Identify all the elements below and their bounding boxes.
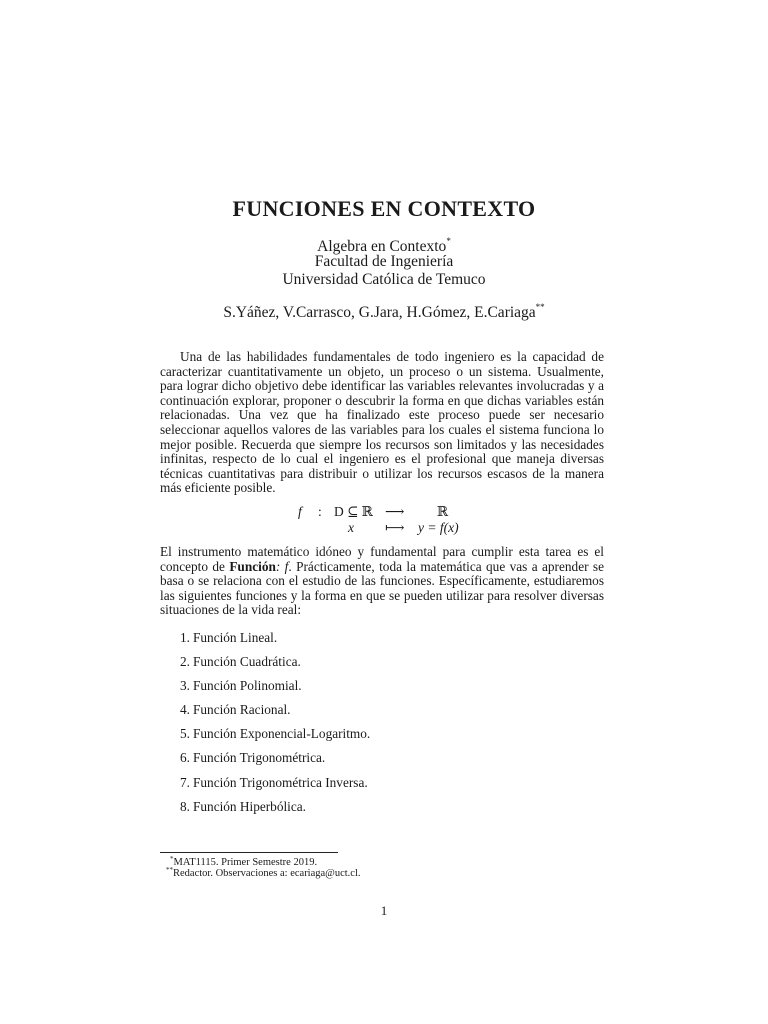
formula-codomain: ℝ	[437, 504, 449, 519]
formula-domain: D ⊆ ℝ	[334, 504, 374, 519]
list-number: 2.	[180, 654, 190, 670]
footnote-marker: *	[446, 236, 451, 246]
list-number: 1.	[180, 630, 190, 645]
list-text: Función Trigonométrica Inversa.	[193, 774, 368, 790]
list-text: Función Lineal.	[193, 630, 278, 645]
formula-rule: y = f(x)	[418, 520, 459, 535]
list-number: 3.	[180, 678, 190, 694]
list-text: Función Racional.	[193, 702, 291, 718]
formula-x: x	[348, 520, 354, 535]
page-number: 1	[380, 903, 388, 918]
bold-term: Función	[229, 558, 276, 574]
list-number: 5.	[180, 726, 190, 742]
list-number: 7.	[180, 774, 190, 790]
list-text: Función Trigonométrica.	[193, 750, 326, 766]
paragraph-text: El instrumento matemático idóneo y fundamental para cumplir esta tarea es el concepto de	[160, 544, 604, 574]
intro-paragraph	[160, 545, 604, 618]
list-text: Función Cuadrática.	[193, 654, 301, 670]
formula-colon: :	[318, 504, 322, 519]
footnote-mark: **	[166, 866, 173, 874]
university-line: Universidad Católica de Temuco	[282, 271, 486, 288]
list-text: Función Hiperbólica.	[193, 798, 306, 814]
paper-title: FUNCIONES EN CONTEXTO	[232, 196, 536, 221]
paragraph-text: . Prácticamente, toda la matemática que vas a aprender se basa o se relaciona con el estudio de las funciones. Específicamente, estudiaremos las siguientes funciones y la forma en que se pueden utilizar para resolver diversas situaciones de la vida real:	[160, 558, 604, 618]
formula-f: f	[298, 504, 302, 519]
authors-line	[0, 302, 768, 322]
list-text: Función Polinomial.	[193, 678, 302, 694]
footnote-text: Redactor. Observaciones a: ecariaga@uct.cl.	[173, 868, 361, 879]
footnote-mark: *	[170, 855, 174, 863]
author-names: S.Yáñez, V.Carrasco, G.Jara, H.Gómez, E.Cariaga	[223, 304, 536, 321]
list-text: Función Exponencial-Logaritmo.	[193, 726, 371, 742]
abstract: Una de las habilidades fundamentales de todo ingeniero es la capacidad de caracterizar cuantitativamente un objeto, un proceso o un sistema. Usualmente, para lograr dicho objetivo debe identificar las variables relevantes involucradas y a continuación explorar, proponer o descubrir la forma en que dichas variables están relacionadas. Una vez que ha finalizado este proceso puede ser necesario seleccionar aquellos valores de las variables para los cuales el sistema funciona lo mejor posible. Recuerda que siempre los recursos son limitados y las necesidades infinitas, respecto de lo cual el ingeniero es el profesional que maneja diversas técnicas cuantitativas para distribuir o utilizar los recursos escasos de la manera más eficiente posible.	[160, 349, 604, 496]
function-symbol: : f	[275, 558, 289, 574]
formula-arrow: ⟶	[385, 504, 405, 519]
list-number: 4.	[180, 702, 190, 718]
formula-mapsto: ⟼	[385, 520, 405, 535]
course-name: Algebra en Contexto	[317, 238, 447, 255]
footnote-divider	[160, 852, 338, 853]
footnote	[166, 866, 361, 879]
list-number: 8.	[180, 798, 190, 814]
list-number: 6.	[180, 750, 190, 766]
faculty-line: Facultad de Ingeniería	[314, 253, 454, 270]
footnote-text: MAT1115. Primer Semestre 2019.	[173, 857, 318, 868]
footnote-marker: **	[535, 302, 545, 312]
